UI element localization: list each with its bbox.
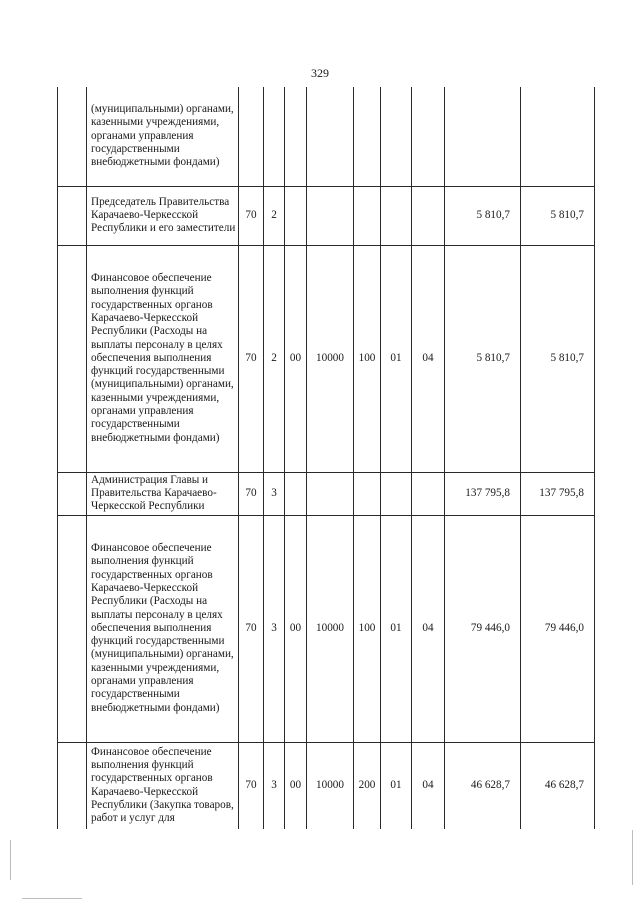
code-cell (354, 472, 381, 515)
code-cell (381, 87, 412, 186)
table-row (58, 245, 595, 472)
table-cell-blank (58, 472, 87, 515)
code-cell: 100 (354, 245, 381, 472)
amount-cell (445, 87, 521, 186)
code-cell (307, 87, 354, 186)
amount-cell: 137 795,8 (521, 472, 595, 515)
table-cell-blank (58, 87, 87, 186)
code-cell (412, 472, 445, 515)
code-cell: 10000 (307, 245, 354, 472)
budget-table (57, 87, 595, 829)
code-cell (412, 186, 445, 245)
amount-cell: 137 795,8 (445, 472, 521, 515)
code-cell: 2 (264, 245, 285, 472)
code-cell (412, 87, 445, 186)
code-cell: 10000 (307, 515, 354, 742)
code-cell: 3 (264, 515, 285, 742)
code-cell: 01 (381, 515, 412, 742)
table-cell-blank (58, 245, 87, 472)
code-cell (354, 87, 381, 186)
table-row (58, 186, 595, 245)
amount-cell: 46 628,7 (445, 742, 521, 829)
expense-name: Администрация Главы и Правительства Карачаево-Черкесской Республики (91, 473, 217, 513)
amount-cell: 5 810,7 (521, 186, 595, 245)
code-cell (381, 186, 412, 245)
code-cell: 01 (381, 742, 412, 829)
code-cell: 00 (285, 742, 307, 829)
code-cell (264, 87, 285, 186)
table-row (58, 742, 595, 829)
code-cell: 01 (381, 245, 412, 472)
expense-name-cell (87, 87, 239, 186)
code-cell (354, 186, 381, 245)
table-cell-blank (58, 742, 87, 829)
code-cell: 70 (239, 515, 264, 742)
code-cell: 70 (239, 245, 264, 472)
expense-name-cell (87, 742, 239, 829)
amount-cell: 5 810,7 (521, 245, 595, 472)
code-cell: 70 (239, 186, 264, 245)
expense-name: Председатель Правительства Карачаево-Черкесской Республики и его заместители (91, 195, 236, 235)
table-cell-blank (58, 515, 87, 742)
scan-edge-mark (10, 840, 11, 880)
code-cell: 04 (412, 515, 445, 742)
amount-cell: 46 628,7 (521, 742, 595, 829)
code-cell (239, 87, 264, 186)
expense-name: Финансовое обеспечение выполнения функций государственных органов Карачаево-Черкесской Республики (Закупка товаров, работ и услуг для (91, 745, 234, 825)
code-cell: 70 (239, 472, 264, 515)
table-row (58, 515, 595, 742)
code-cell: 3 (264, 742, 285, 829)
expense-name-cell (87, 515, 239, 742)
code-cell: 3 (264, 472, 285, 515)
code-cell (285, 186, 307, 245)
code-cell: 00 (285, 515, 307, 742)
amount-cell: 79 446,0 (445, 515, 521, 742)
code-cell (285, 87, 307, 186)
amount-cell: 5 810,7 (445, 245, 521, 472)
expense-name: (муниципальными) органами, казенными учреждениями, органами управления государственными внебюджетными фондами) (91, 103, 234, 169)
table-row (58, 87, 595, 186)
scan-edge-mark (22, 898, 82, 899)
code-cell: 200 (354, 742, 381, 829)
expense-name-cell (87, 472, 239, 515)
scan-edge-mark (632, 830, 633, 885)
expense-name: Финансовое обеспечение выполнения функций государственных органов Карачаево-Черкесской Республики (Расходы на выплаты персоналу в целях обеспечения выполнения функций государственными (муниципальными) органами, казенными учреждениями, органами управления государственными внебюджетными фондами) (91, 542, 234, 714)
code-cell (285, 472, 307, 515)
expense-name: Финансовое обеспечение выполнения функций государственных органов Карачаево-Черкесской Республики (Расходы на выплаты персоналу в целях обеспечения выполнения функций государственными (муниципальными) органами, казенными учреждениями, органами управления государственными внебюджетными фондами) (91, 272, 234, 444)
amount-cell (521, 87, 595, 186)
code-cell: 2 (264, 186, 285, 245)
amount-cell: 5 810,7 (445, 186, 521, 245)
expense-name-cell (87, 245, 239, 472)
table-row (58, 472, 595, 515)
code-cell: 70 (239, 742, 264, 829)
expense-name-cell (87, 186, 239, 245)
code-cell: 04 (412, 245, 445, 472)
table-cell-blank (58, 186, 87, 245)
code-cell: 10000 (307, 742, 354, 829)
code-cell: 04 (412, 742, 445, 829)
code-cell (307, 186, 354, 245)
code-cell: 100 (354, 515, 381, 742)
code-cell (381, 472, 412, 515)
code-cell: 00 (285, 245, 307, 472)
amount-cell: 79 446,0 (521, 515, 595, 742)
page-number: 329 (311, 66, 329, 80)
code-cell (307, 472, 354, 515)
